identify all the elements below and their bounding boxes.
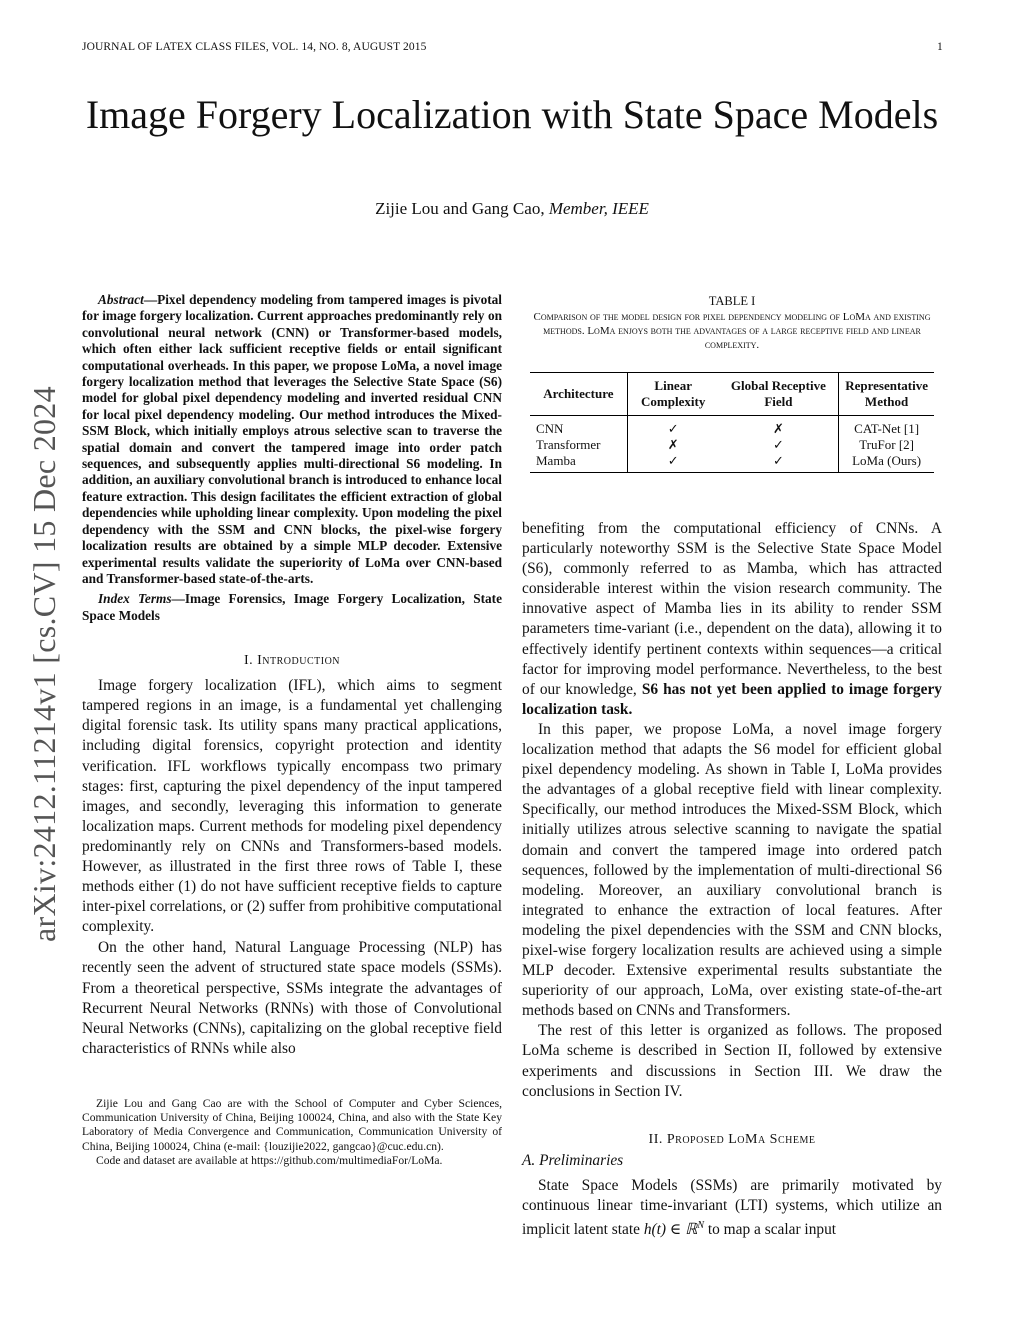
body-paragraph: In this paper, we propose LoMa, a novel image forgery localization method that adapts the S6 model for efficient global pixel dependency modeling. As shown in Table I, LoMa provides the advantages of a global receptive field with linear complexity. Specifically, our method introduces the Mixed-SSM Block, which initially utilizes atrous selective scanning to navigate the spatial domain and convert the tampered image into ordered patch sequences, followed by the implementation of multi-directional S6 modeling. Moreover, an auxiliary convolutional branch is integrated to enhance the extraction of local features. After modeling the pixel dependencies with the SSM and CNN blocks, pixel-wise forgery localization results are achieved using a simple MLP decoder. Extensive experimental results substantiate the superiority of our approach, LoMa, over existing state-of-the-art methods based on CNNs and Transformers. xyxy=(522,720,942,1020)
author-membership: Member, IEEE xyxy=(548,199,649,218)
cell-linear: ✓ xyxy=(667,453,679,468)
header-global-receptive-field: Global Receptive Field xyxy=(730,378,826,409)
index-terms-text: —Image Forensics, Image Forgery Localization, State Space Models xyxy=(82,591,502,623)
intro-paragraph: Image forgery localization (IFL), which aims to segment tampered regions in an image, is a fundamental yet challenging digital forensic task. Its utility spans many practical applications, including digital forensics, copyright protection and identity verification. IFL workflows typically encompass two primary stages: first, capturing the pixel dependency of the input tampered images, and secondly, leveraging this information to generate localization maps. Current methods for modeling pixel dependency predominantly rely on CNNs and Transformers-based models. However, as illustrated in the first three rows of Table I, these methods either (1) do not have sufficient receptive fields to capture inter-pixel correlations, or (2) suffer from prohibitive computational complexity. xyxy=(82,677,502,936)
cell-linear: ✓ xyxy=(667,421,679,436)
footnotes xyxy=(82,1097,502,1168)
header-linear-complexity: Linear Complexity xyxy=(641,378,706,409)
abstract xyxy=(82,292,502,587)
right-column xyxy=(522,292,942,1240)
cell-architecture: CNN xyxy=(530,416,627,438)
table-row xyxy=(530,453,934,473)
math-superscript: N xyxy=(697,1219,704,1231)
intro-paragraph: On the other hand, Natural Language Processing (NLP) has recently seen the advent of structured state space models (SSMs). From a theoretical perspective, SSMs integrate the advantages of Recurrent Neural Networks (RNNs) with those of Convolutional Neural Networks (CNNs), capitalizing on the global receptive field characteristics of RNNs while also xyxy=(82,939,502,1057)
cell-method: TruFor [2] xyxy=(839,437,934,453)
footnote-code: Code and dataset are available at https://github.com/multimediaFor/LoMa. xyxy=(96,1153,443,1167)
cell-architecture: Transformer xyxy=(530,437,627,453)
right-body xyxy=(522,519,942,1240)
body-bold-text: S6 has not yet been applied to image forgery localization task. xyxy=(522,680,942,718)
comparison-table xyxy=(530,372,934,473)
abstract-text: —Pixel dependency modeling from tampered images is pivotal for image forgery localization. Current approaches predominantly rely on convolutional neural network (CNN) or Transformer-based models, which often either lack sufficient receptive fields or entail significant computational overheads. In this paper, we propose LoMa, a novel image forgery localization method that leverages the Selective State Space (S6) model for global pixel dependency modeling and inverted residual CNN for local pixel dependency modeling. Our method introduces the Mixed-SSM Block, which initially employs atrous selective scan to traverse the spatial domain and convert the tampered image into order patch sequences, and subsequently applies multi-directional S6 modeling. In addition, an auxiliary convolutional branch is introduced to enhance local feature extraction. This design facilitates the efficient extraction of global dependencies while upholding linear complexity. Upon modeling the pixel dependency with the SSM and CNN blocks, the pixel-wise forgery localization results are obtained by a simple MLP decoder. Extensive experimental results validate the superiority of LoMa over CNN-based and Transformer-based state-of-the-arts. xyxy=(82,292,502,586)
footnote-affiliation: Zijie Lou and Gang Cao are with the School of Computer and Cyber Sciences, Communication University of China, Beijing 100024, China, and also with the State Key Laboratory of Media Convergence and Communication, Communication University of China, Beijing 100024, China (e-mail: {louzijie2022, gangcao}@cuc.edu.cn). xyxy=(82,1096,502,1153)
body-paragraph xyxy=(522,519,942,720)
index-terms-label: Index Terms xyxy=(98,591,172,607)
body-paragraph xyxy=(522,1176,942,1240)
table-title: TABLE I xyxy=(708,294,756,308)
section-heading-proposed: II. Proposed LoMa Scheme xyxy=(648,1131,816,1147)
abstract-label: Abstract xyxy=(98,292,144,307)
cell-global: ✓ xyxy=(772,437,784,452)
running-head: JOURNAL OF LATEX CLASS FILES, VOL. 14, NO. 8, AUGUST 2015 xyxy=(82,41,427,53)
cell-global: ✓ xyxy=(772,453,784,468)
math-latent-state: h(t) ∈ ℝ xyxy=(643,1221,698,1239)
table-caption: Comparison of the model design for pixel dependency modeling of LoMa and existing methods. LoMa enjoys both the advantages of a large receptive field and linear complexity. xyxy=(533,311,931,351)
body-text: State Space Models (SSMs) are primarily motivated by continuous linear time-invariant (LTI) systems, which utilize an implicit latent state xyxy=(522,1176,942,1239)
body-text: to map a scalar input xyxy=(707,1221,837,1239)
cell-global: ✗ xyxy=(772,421,784,436)
table-header-row xyxy=(530,373,934,416)
body-paragraph: The rest of this letter is organized as follows. The proposed LoMa scheme is described in Section II, followed by extensive experiments and discussions in Section III. We draw the conclusions in Section IV. xyxy=(522,1022,942,1100)
header-architecture: Architecture xyxy=(530,373,627,416)
section-heading-introduction: I. Introduction xyxy=(243,653,341,669)
left-column xyxy=(82,292,502,1168)
page-number: 1 xyxy=(937,41,943,53)
paper-title: Image Forgery Localization with State Space Models xyxy=(85,92,939,137)
index-terms xyxy=(82,591,502,624)
header-representative-method: Representative Method xyxy=(839,373,934,416)
arxiv-identifier: arXiv:2412.11214v1 [cs.CV] 15 Dec 2024 xyxy=(26,386,62,942)
author-names: Zijie Lou and Gang Cao, xyxy=(375,199,545,218)
cell-method: LoMa (Ours) xyxy=(839,453,934,473)
cell-method: CAT-Net [1] xyxy=(839,416,934,438)
subsection-heading-preliminaries: A. Preliminaries xyxy=(522,1151,624,1169)
table-row xyxy=(530,437,934,453)
cell-linear: ✗ xyxy=(667,437,679,452)
body-text: benefiting from the computational efficiency of CNNs. A particularly noteworthy SSM is the Selective State Space Model (S6), commonly referred to as Mamba, which has attracted considerable interest within the vision research community. The innovative aspect of Mamba lies in its ability to render SSM parameters time-variant (i.e., dependent on the data), allowing it to effectively identify pertinent contexts within sequences—a critical factor for improving model performance. Nevertheless, to the best of our knowledge, xyxy=(522,520,942,698)
authors xyxy=(82,199,942,219)
table-row xyxy=(530,416,934,438)
cell-architecture: Mamba xyxy=(530,453,627,473)
